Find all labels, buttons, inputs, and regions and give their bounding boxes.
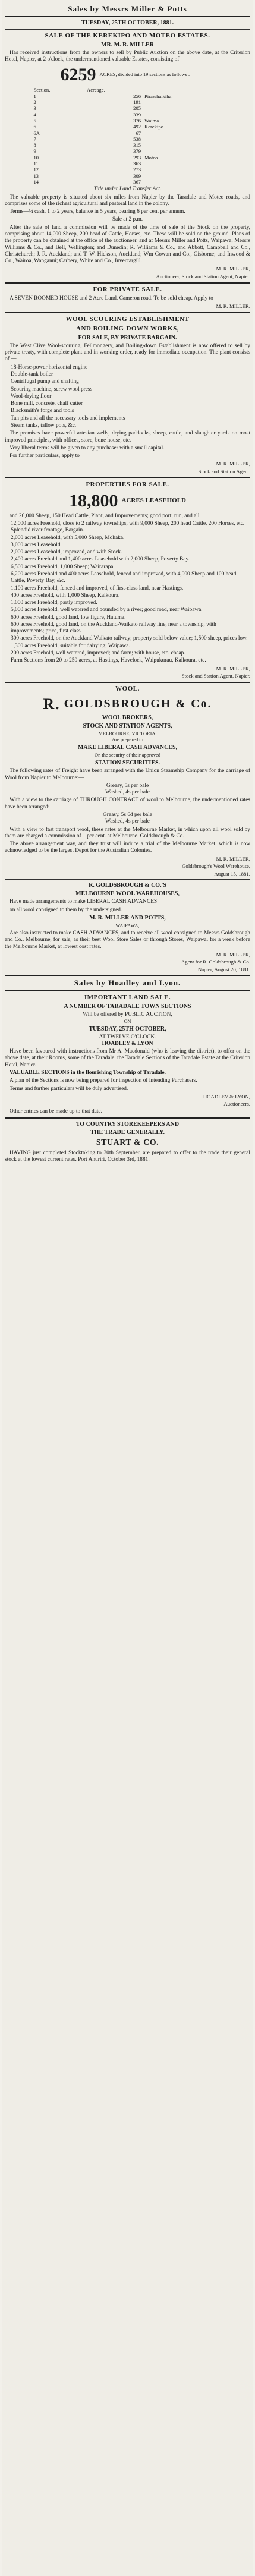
- sale-date: TUESDAY, 25TH OCTOBER, 1881.: [81, 19, 174, 26]
- kerekipo-sale-time: Sale at 2 p.m.: [112, 216, 143, 223]
- wool-body-3: With a view to fast transport wool, these rates at the Melbourne Market, in which upon all wool sold by them are charged a commission of 1 per cent. at Melbourne. Goldsbrough & Co.: [5, 826, 250, 839]
- lot-section: 11: [33, 160, 39, 167]
- kerekipo-body2: After the sale of land a commission will be made of the time of sale of the Stock on the property, comprising about 14,000 Sheep, 200 head of Cattle, Horses, etc. These will be sold on the ground. Plans of the property can be obtained at the office of the auctioneer, and at Messrs Miller and Potts, Waipawa; Messrs Williams & Co., and Bell, Wellington; and Dunedin; R. Williams & Co., and Abbott, Campbell and Co., Christchurch; J. R. Auckland; and T. W. Hickson, Auckland; Wm Gowan and Co., Gisborne; and Inwood & Co., Wairoa, Wanganui; Carbery, White and Co., Invercargill.: [5, 224, 250, 264]
- goldsbrough-title-2: MELBOURNE WOOL WAREHOUSES,: [75, 890, 180, 897]
- wool-signature-place: Goldsbrough's Wool Warehouse,: [182, 863, 250, 870]
- table-row: [32, 118, 223, 124]
- lot-acreage: 205: [133, 105, 141, 112]
- lot-section: 6A: [33, 130, 40, 136]
- properties-acreage-line: [5, 490, 250, 512]
- wool-desc-1: WOOL BROKERS,: [102, 714, 153, 722]
- wool-desc-5: MAKE LIBERAL CASH ADVANCES,: [77, 744, 178, 751]
- kerekipo-sale-ad: [5, 32, 250, 280]
- list-item: 600 acres Freehold, good land, on the Auckland-Waikato railway line, near a township, with improvements; price, first class.: [11, 621, 216, 635]
- list-item: 2,000 acres Leasehold, with 5,000 Sheep, Mohaka.: [11, 534, 125, 541]
- lot-acreage: 363: [133, 160, 141, 167]
- column-header-block: [143, 87, 223, 93]
- stuart-firm: STUART & CO.: [96, 1138, 159, 1148]
- lot-section: 2: [33, 99, 36, 105]
- lot-block: Pirawhaikiha: [144, 93, 172, 99]
- stuart-ad: [5, 1121, 250, 1163]
- goldsbrough-warehouse-ad: [5, 882, 250, 972]
- kerekipo-acres-text: ACRES, divided into 19 sections as follows :—: [99, 72, 195, 78]
- goldsbrough-body-3: Are also instructed to make CASH ADVANCES, and to receive all wool consigned to Messrs Goldsbrough and Co., Melbourne, for sale, as their best Wool Store Sales or through Stores, Waipawa, for a week before the Melbourne Market, at lowest cost rates.: [5, 930, 250, 950]
- goldsbrough-title-1: R. GOLDSBROUGH & CO.'S: [89, 882, 166, 889]
- wool-rate-4: Washed, 4s per bale: [105, 818, 150, 825]
- divider: [5, 975, 250, 976]
- wool-works-title-1: WOOL SCOURING ESTABLISHMENT: [65, 315, 190, 323]
- list-item: 1,100 acres Freehold, fenced and improved, of first-class land, near Hastings.: [11, 585, 184, 591]
- divider: [5, 879, 250, 880]
- wool-works-title-2: AND BOILING-DOWN WORKS,: [76, 325, 179, 332]
- wool-ad: [5, 685, 250, 877]
- table-row: [32, 155, 223, 160]
- hoadley-intro: HOADLEY & LYON: [102, 1040, 153, 1047]
- goldsbrough-title-4: WAIPAWA,: [115, 922, 140, 928]
- properties-and-text: and 26,000 Sheep, 150 Head Cattle, Plant, and Improvements; good port, run, and all.: [10, 512, 201, 519]
- table-row: [32, 179, 223, 185]
- private-sale-signature: M. R. MILLER.: [216, 303, 250, 309]
- list-item: 2,400 acres Freehold and 1,400 acres Leasehold with 2,000 Sheep, Poverty Bay.: [11, 556, 190, 563]
- table-row: [32, 124, 223, 130]
- lot-block: [143, 105, 223, 111]
- kerekipo-lots-body: [32, 93, 223, 185]
- table-row: [32, 160, 223, 166]
- lot-section: 3: [33, 105, 36, 112]
- lot-acreage: 379: [133, 148, 141, 155]
- properties-acres-text: ACRES LEASEHOLD: [121, 497, 186, 505]
- table-row: [32, 173, 223, 179]
- hoadley-signature: HOADLEY & LYON,: [203, 1093, 250, 1100]
- kerekipo-auctioneer: MR. M. R. MILLER: [101, 41, 154, 48]
- wool-rate-1: Greasy, 5s per bale: [106, 782, 149, 789]
- list-item: Wool-drying floor: [11, 393, 52, 399]
- wool-works-apply: For further particulars, apply to: [10, 453, 80, 459]
- wool-works-terms: Very liberal terms will be given to any purchaser with a small capital.: [10, 445, 165, 451]
- lot-section: 10: [33, 154, 39, 160]
- lot-block: [143, 136, 223, 142]
- hoadley-body-3: Terms and further particulars will be duly advertised.: [10, 1085, 128, 1092]
- lot-section: 13: [33, 172, 39, 179]
- lot-acreage: 492: [133, 124, 141, 130]
- lot-acreage: 293: [133, 154, 141, 160]
- divider: [5, 312, 250, 313]
- lot-acreage: 315: [133, 142, 141, 149]
- lot-block: [143, 142, 223, 148]
- lot-block: [143, 179, 223, 185]
- lot-acreage: 256: [133, 93, 141, 99]
- wool-desc-6: On the security of their approved: [95, 752, 160, 758]
- wool-works-signature-title: Stock and Station Agent.: [198, 468, 250, 474]
- hoadley-line-1: A NUMBER OF TARADALE TOWN SECTIONS: [64, 1003, 191, 1010]
- private-sale-title: FOR PRIVATE SALE.: [93, 285, 162, 293]
- list-item: 6,200 acres Freehold and 400 acres Leasehold, fenced and improved, with 4,000 Sheep and 100 head Cattle, Poverty Bay, &c.: [11, 571, 237, 584]
- lot-section: 5: [33, 117, 36, 124]
- list-item: 300 acres Freehold, on the Auckland Waikato railway; property sold below value; 1,500 sheep, prices low.: [11, 635, 248, 642]
- wool-body-1: The following rates of Freight have been arranged with the Union Steamship Company for the carriage of Wool from Napier to Melbourne:—: [5, 768, 250, 781]
- list-item: 600 acres Freehold, good land, low figure, Hatuma.: [11, 614, 126, 621]
- lot-section: 1: [33, 93, 36, 99]
- wool-desc-7: STATION SECURITIES.: [95, 760, 160, 767]
- lot-acreage: 273: [133, 166, 141, 173]
- lot-block: [143, 173, 223, 179]
- lot-block: [143, 148, 223, 154]
- list-item: 6,500 acres Freehold, 1,000 Sheep; Wairarapa.: [11, 563, 115, 570]
- kerekipo-signature: M. R. MILLER,: [216, 266, 250, 272]
- hoadley-title: IMPORTANT LAND SALE.: [84, 994, 171, 1002]
- list-item: 1,300 acres Freehold, suitable for dairying; Waipawa.: [11, 643, 130, 649]
- properties-signature-title: Stock and Station Agent, Napier.: [181, 673, 250, 679]
- wool-desc-3: MELBOURNE, VICTORIA.: [98, 731, 157, 737]
- masthead-hoadley-lyon: Sales by Hoadley and Lyon.: [74, 978, 181, 988]
- kerekipo-title: SALE OF THE KEREKIPO AND MOTEO ESTATES.: [45, 32, 210, 39]
- hoadley-valuable: VALUABLE SECTIONS in the flourishing Township of Taradale.: [10, 1070, 166, 1076]
- divider: [5, 990, 250, 991]
- newspaper-page: [2, 0, 253, 2576]
- stuart-title-2: THE TRADE GENERALLY.: [90, 1129, 165, 1136]
- divider: [5, 477, 250, 478]
- list-item: Tan pits and all the necessary tools and implements: [11, 415, 125, 421]
- stuart-body: HAVING just completed Stocktaking to 30th September, are prepared to offer to the trade their general stock at the lowest current rates. Port Ahuriri, October 3rd, 1881.: [5, 1150, 250, 1163]
- lot-section: 8: [33, 142, 36, 149]
- kerekipo-terms: Terms—¼ cash, 1 to 2 years, balance in 5 years, bearing 6 per cent per annum.: [10, 209, 185, 215]
- hoadley-other: Other entries can be made up to that date.: [10, 1108, 102, 1114]
- column-header-section: Section.: [33, 87, 51, 93]
- wool-works-title-3: FOR SALE, BY PRIVATE BARGAIN.: [78, 334, 177, 341]
- list-item: Double-tank boiler: [11, 371, 53, 378]
- wool-works-body: The premises have powerful artesian wells, drying paddocks, sheep, cattle, and slaughter yards on most improved principles, with offices, store, bone house, etc.: [5, 430, 250, 443]
- list-item: 200 acres Freehold, well watered, improved; and farm; with house, etc. cheap.: [11, 650, 185, 657]
- list-item: 18-Horse-power horizontal engine: [11, 364, 88, 370]
- table-row: [32, 148, 223, 154]
- wool-body-4: The above arrangement way, and they trust will induce a trial of the Melbourne Market, which is now acknowledged to be the largest Depot for the Australian Colonies.: [5, 841, 250, 854]
- properties-acres-number: 18,800: [68, 490, 118, 511]
- divider: [5, 282, 250, 284]
- list-item: 2,000 acres Leasehold, improved, and with Stock.: [11, 549, 122, 556]
- wool-title: WOOL.: [115, 685, 140, 692]
- goldsbrough-signature: M. R. MILLER,: [216, 951, 250, 958]
- list-item: 12,000 acres Freehold, close to 2 railway townships, with 9,000 Sheep, 200 head Cattle, 200 Horses, etc. Splendid river frontage, Bargain.: [11, 520, 245, 534]
- lot-block: [143, 160, 223, 166]
- list-item: 5,000 acres Freehold, well watered and bounded by a river; good road, near Waipawa.: [11, 607, 203, 613]
- lot-block: [143, 99, 223, 105]
- table-row: [32, 142, 223, 148]
- wool-body-2: With a view to the carriage of THROUGH CONTRACT of wool to Melbourne, the undermentioned rates have been arranged:—: [5, 797, 250, 810]
- divider: [5, 682, 250, 683]
- table-row: [32, 136, 223, 142]
- table-row: [32, 166, 223, 172]
- kerekipo-signature-title: Auctioneer, Stock and Station Agent, Napier.: [156, 273, 250, 279]
- wool-rate-3: Greasy, 5s 6d per bale: [103, 812, 152, 818]
- private-sale-ad: [5, 286, 250, 310]
- kerekipo-intro: Has received instructions from the owners to sell by Public Auction on the above date, at the Criterion Hotel, Napier, at 2 o'clock, the undermentioned valuable Estates, consisting of: [5, 49, 250, 63]
- list-item: Farm Sections from 20 to 250 acres, at Hastings, Havelock, Waipukurau, Kaikoura, etc.: [11, 657, 206, 664]
- list-item: 3,000 acres Leasehold.: [11, 541, 62, 548]
- kerekipo-acres-number: 6259: [60, 65, 96, 85]
- goldsbrough-name: GOLDSBROUGH & Co.: [64, 697, 212, 711]
- kerekipo-title-note: Title under Land Transfer Act.: [93, 186, 162, 193]
- lot-acreage: 67: [136, 130, 141, 136]
- table-row: [32, 105, 223, 111]
- kerekipo-acreage-line: [5, 64, 250, 86]
- goldsbrough-body-2: on all wool consigned to them by the undersigned.: [10, 906, 122, 913]
- list-item: 1,000 acres Freehold, partly improved.: [11, 600, 97, 606]
- wool-desc-2: STOCK AND STATION AGENTS,: [83, 723, 172, 730]
- lot-block: Kerekipo: [144, 124, 164, 130]
- lot-acreage: 309: [133, 172, 141, 179]
- wool-works-signature: M. R. MILLER,: [216, 461, 250, 467]
- stuart-title-1: TO COUNTRY STOREKEEPERS AND: [75, 1121, 180, 1128]
- goldsbrough-title-3: M. R. MILLER AND POTTS,: [89, 914, 166, 921]
- lot-block: Moteo: [144, 154, 158, 160]
- lot-block: [143, 166, 223, 172]
- wool-desc-4: Are prepared to: [112, 737, 143, 743]
- list-item: Centrifugal pump and shafting: [11, 379, 79, 385]
- lot-acreage: 367: [133, 179, 141, 185]
- lot-section: 7: [33, 136, 36, 142]
- lot-acreage: 339: [133, 111, 141, 118]
- divider: [5, 1117, 250, 1119]
- properties-ad: [5, 481, 250, 679]
- divider: [5, 16, 250, 17]
- table-row: [32, 112, 223, 118]
- hoadley-signature-title: Auctioneers.: [223, 1101, 250, 1107]
- list-item: 400 acres Freehold, with 1,000 Sheep, Kaikoura.: [11, 592, 120, 599]
- masthead-miller-potts: Sales by Messrs Miller & Potts: [68, 4, 187, 13]
- lot-section: 9: [33, 148, 36, 155]
- wool-works-intro: The West Clive Wool-scouring, Fellmongery, and Boiling-down Establishment is now offered to sell by private treaty, with complete plant and in working order, ready for immediate occupation. The plant consists of —: [5, 342, 250, 363]
- column-header-acreage: Acreage.: [86, 87, 105, 93]
- lot-section: 6: [33, 124, 36, 130]
- wool-signature: M. R. MILLER,: [216, 855, 250, 862]
- goldsbrough-signature-title: Agent for R. Goldsbrough & Co.: [181, 959, 250, 965]
- properties-list: [5, 521, 250, 665]
- kerekipo-body1: The valuable property is situated about six miles from Napier by the Taradale and Moteo roads, and comprises some of the richest agricultural and pastoral land in the colony.: [5, 194, 250, 207]
- goldsbrough-firm-line: [5, 695, 250, 713]
- kerekipo-lots-table: [32, 87, 223, 185]
- hoadley-body-1: Have been favoured with instructions from Mr A. Macdonald (who is leaving the district), to offer on the above date, at their Rooms, some of the Taradale, the Taradale Sections of the Taradale Estate at the Criterion Hotel, Napier.: [5, 1048, 250, 1068]
- list-item: Steam tanks, tallow pots, &c.: [11, 423, 77, 429]
- table-row: [32, 130, 223, 136]
- hoadley-line-4: TUESDAY, 25TH OCTOBER,: [89, 1025, 166, 1032]
- list-item: Blacksmith's forge and tools: [11, 408, 74, 414]
- list-item: Bone mill, concrete, chaff cutter: [11, 401, 83, 407]
- lot-section: 14: [33, 179, 39, 185]
- table-header-row: [32, 87, 223, 93]
- lot-acreage: 376: [133, 117, 141, 124]
- table-row: [32, 93, 223, 99]
- table-row: [32, 99, 223, 105]
- lot-acreage: 538: [133, 136, 141, 142]
- lot-block: [143, 112, 223, 118]
- wool-rate-2: Washed, 4s per bale: [105, 789, 150, 796]
- lot-block: Waima: [144, 117, 159, 124]
- private-sale-text: A SEVEN ROOMED HOUSE and 2 Acre Land, Cameron road. To be sold cheap. Apply to: [10, 295, 213, 301]
- hoadley-line-2: Will be offered by PUBLIC AUCTION,: [83, 1012, 172, 1018]
- goldsbrough-signature-date: Napier, August 20, 1881.: [197, 966, 250, 972]
- goldsbrough-initial: R.: [43, 695, 61, 713]
- wool-signature-date: August 15, 1881.: [214, 870, 250, 877]
- wool-works-ad: [5, 316, 250, 475]
- goldsbrough-body-1: Have made arrangements to make LIBERAL CASH ADVANCES: [10, 899, 158, 905]
- hoadley-body-2: A plan of the Sections is now being prepared for inspection of intending Purchasers.: [10, 1078, 197, 1084]
- lot-section: 12: [33, 166, 39, 173]
- properties-signature: M. R. MILLER,: [216, 665, 250, 672]
- properties-title: PROPERTIES FOR SALE.: [86, 480, 169, 488]
- lot-acreage: 191: [133, 99, 141, 105]
- list-item: Scouring machine, screw wool press: [11, 386, 93, 392]
- divider: [5, 29, 250, 30]
- hoadley-land-sale-ad: [5, 994, 250, 1115]
- wool-works-plant-list: [5, 364, 250, 430]
- hoadley-line-5: AT TWELVE O'CLOCK.: [99, 1034, 156, 1040]
- lot-block: [143, 130, 223, 136]
- lot-section: 4: [33, 111, 36, 118]
- hoadley-line-3: ON: [124, 1018, 131, 1024]
